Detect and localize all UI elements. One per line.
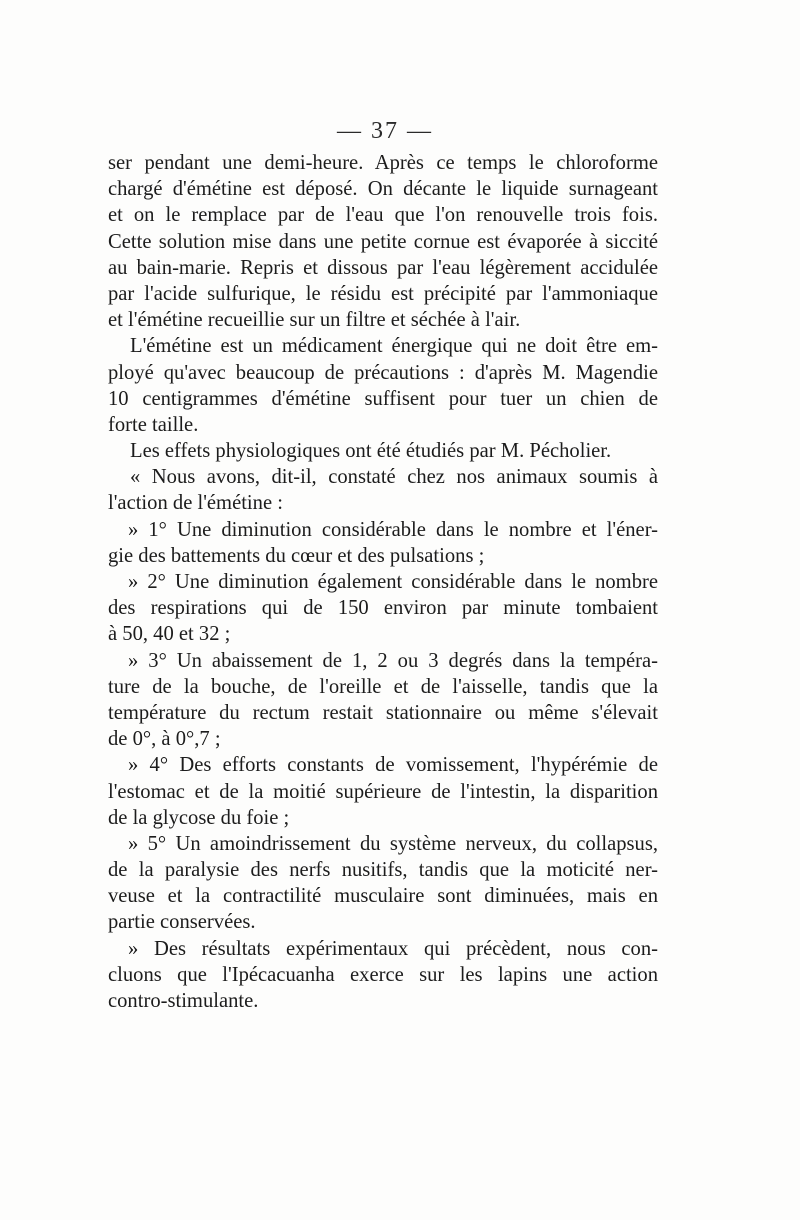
text-line: l'action de l'émétine :	[108, 492, 283, 515]
text-line: L'émétine est un médicament énergique qui ne doit être em-	[130, 335, 658, 358]
body-text	[108, 150, 658, 1014]
text-line: » 3° Un abaissement de 1, 2 ou 3 degrés dans la tempéra-	[128, 649, 658, 672]
text-line: et on le remplace par de l'eau que l'on renouvelle trois fois.	[108, 204, 658, 227]
page-number: — 37 —	[337, 118, 433, 144]
text-line: cluons que l'Ipécacuanha exerce sur les lapins une action	[108, 963, 658, 986]
text-line: au bain-marie. Repris et dissous par l'eau légèrement accidulée	[108, 256, 658, 279]
text-line: » 4° Des efforts constants de vomissement, l'hypérémie de	[128, 754, 658, 777]
text-line: par l'acide sulfurique, le résidu est précipité par l'ammoniaque	[108, 282, 658, 305]
text-line: de la paralysie des nerfs nusitifs, tandis que la moticité ner-	[108, 859, 658, 882]
text-line: » Des résultats expérimentaux qui précèdent, nous con-	[128, 937, 658, 960]
text-line: » 2° Une diminution également considérable dans le nombre	[128, 571, 658, 593]
text-line: gie des battements du cœur et des pulsations ;	[108, 544, 485, 567]
text-line: forte taille.	[108, 413, 199, 436]
text-line: de la glycose du foie ;	[108, 806, 290, 829]
text-line: chargé d'émétine est déposé. On décante le liquide surnageant	[108, 178, 658, 201]
text-line: des respirations qui de 150 environ par minute tombaient	[108, 597, 658, 620]
text-line: et l'émétine recueillie sur un filtre et séchée à l'air.	[108, 309, 521, 332]
text-line: ser pendant une demi-heure. Après ce temps le chloroforme	[108, 152, 658, 174]
text-line: veuse et la contractilité musculaire sont diminuées, mais en	[108, 885, 658, 908]
text-line: l'estomac et de la moitié supérieure de l'intestin, la disparition	[108, 780, 658, 803]
text-line: ployé qu'avec beaucoup de précautions : d'après M. Magendie	[108, 361, 658, 384]
text-line: » 5° Un amoindrissement du système nerveux, du collapsus,	[128, 832, 658, 855]
text-line: « Nous avons, dit-il, constaté chez nos animaux soumis à	[130, 466, 658, 489]
text-line: 10 centigrammes d'émétine suffisent pour tuer un chien de	[108, 387, 658, 410]
text-line: à 50, 40 et 32 ;	[108, 623, 231, 646]
text-line: de 0°, à 0°,7 ;	[108, 728, 221, 751]
text-line: Cette solution mise dans une petite cornue est évaporée à siccité	[108, 230, 658, 253]
text-line: température du rectum restait stationnaire ou même s'élevait	[108, 701, 658, 724]
text-line: contro-stimulante.	[108, 990, 259, 1012]
text-line: » 1° Une diminution considérable dans le nombre et l'éner-	[128, 518, 658, 541]
text-line: partie conservées.	[108, 911, 256, 934]
text-line: ture de la bouche, de l'oreille et de l'aisselle, tandis que la	[108, 675, 658, 698]
text-line: Les effets physiologiques ont été étudiés par M. Pécholier.	[130, 440, 612, 463]
